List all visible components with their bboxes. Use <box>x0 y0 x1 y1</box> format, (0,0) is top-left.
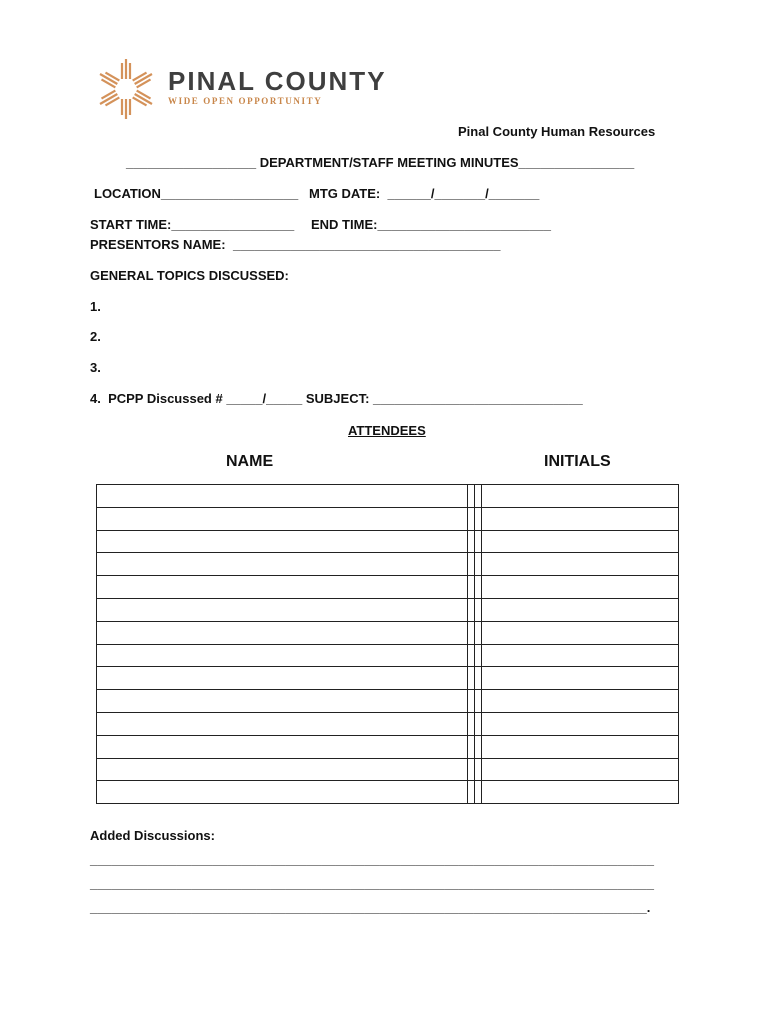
attendee-spacer-cell <box>468 781 475 804</box>
attendee-name-cell[interactable] <box>97 530 468 553</box>
attendee-spacer-cell <box>475 598 482 621</box>
attendee-initials-cell[interactable] <box>482 576 679 599</box>
attendee-spacer-cell <box>475 530 482 553</box>
attendee-initials-cell[interactable] <box>482 644 679 667</box>
attendee-name-cell[interactable] <box>97 553 468 576</box>
attendee-row <box>97 712 679 735</box>
attendee-name-cell[interactable] <box>97 781 468 804</box>
attendee-spacer-cell <box>475 621 482 644</box>
attendee-row <box>97 530 679 553</box>
added-line-3[interactable]: _____________________________________________________________________________. <box>90 900 651 915</box>
attendee-name-cell[interactable] <box>97 485 468 508</box>
attendee-row <box>97 667 679 690</box>
attendee-spacer-cell <box>475 553 482 576</box>
attendee-initials-cell[interactable] <box>482 712 679 735</box>
attendee-spacer-cell <box>475 758 482 781</box>
attendee-name-cell[interactable] <box>97 507 468 530</box>
attendee-initials-cell[interactable] <box>482 553 679 576</box>
location-field[interactable]: LOCATION___________________ <box>94 186 299 201</box>
presentors-field[interactable]: _____________________________________ <box>233 237 501 252</box>
attendee-row <box>97 621 679 644</box>
attendee-row <box>97 690 679 713</box>
attendee-name-cell[interactable] <box>97 712 468 735</box>
attendee-spacer-cell <box>468 530 475 553</box>
attendee-name-cell[interactable] <box>97 576 468 599</box>
attendees-table <box>96 484 679 804</box>
attendee-spacer-cell <box>468 690 475 713</box>
added-line-1[interactable]: ______________________________________________________________________________ <box>90 852 654 867</box>
topic-item-2[interactable]: 2. <box>90 329 101 344</box>
attendee-row <box>97 781 679 804</box>
attendee-spacer-cell <box>475 507 482 530</box>
attendee-spacer-cell <box>475 485 482 508</box>
attendee-row <box>97 735 679 758</box>
attendee-row <box>97 598 679 621</box>
attendee-row <box>97 485 679 508</box>
attendee-spacer-cell <box>468 485 475 508</box>
attendee-spacer-cell <box>468 507 475 530</box>
name-column-header: NAME <box>226 453 274 470</box>
attendee-initials-cell[interactable] <box>482 690 679 713</box>
attendee-name-cell[interactable] <box>97 690 468 713</box>
attendee-initials-cell[interactable] <box>482 758 679 781</box>
attendee-spacer-cell <box>475 667 482 690</box>
start-time-field[interactable]: START TIME:_________________ <box>90 217 295 232</box>
attendee-spacer-cell <box>468 712 475 735</box>
presentors-label: PRESENTORS NAME: <box>90 237 226 252</box>
attendee-row <box>97 644 679 667</box>
attendee-spacer-cell <box>468 598 475 621</box>
logo-name: PINAL COUNTY <box>168 66 387 96</box>
attendee-spacer-cell <box>475 712 482 735</box>
attendee-spacer-cell <box>468 667 475 690</box>
attendee-initials-cell[interactable] <box>482 485 679 508</box>
attendee-initials-cell[interactable] <box>482 735 679 758</box>
attendee-row <box>97 507 679 530</box>
attendee-spacer-cell <box>475 735 482 758</box>
topic-item-3[interactable]: 3. <box>90 360 101 375</box>
attendee-initials-cell[interactable] <box>482 507 679 530</box>
initials-column-header: INITIALS <box>544 453 611 470</box>
attendee-name-cell[interactable] <box>97 667 468 690</box>
form-title: __________________ DEPARTMENT/STAFF MEETING MINUTES________________ <box>126 155 635 170</box>
attendee-name-cell[interactable] <box>97 644 468 667</box>
topic-item-1[interactable]: 1. <box>90 299 101 314</box>
attendee-initials-cell[interactable] <box>482 621 679 644</box>
attendee-spacer-cell <box>468 576 475 599</box>
added-discussions-label: Added Discussions: <box>90 828 215 843</box>
topic-item-4[interactable]: 4. PCPP Discussed # _____/_____ SUBJECT: _____________________________ <box>90 391 583 406</box>
attendee-spacer-cell <box>468 553 475 576</box>
attendee-row <box>97 553 679 576</box>
attendee-spacer-cell <box>468 644 475 667</box>
end-time-field[interactable]: END TIME:________________________ <box>311 217 551 232</box>
added-line-2[interactable]: ______________________________________________________________________________ <box>90 876 654 891</box>
attendee-name-cell[interactable] <box>97 621 468 644</box>
attendee-spacer-cell <box>475 690 482 713</box>
meeting-date-field[interactable]: MTG DATE: ______/_______/_______ <box>309 186 540 201</box>
attendee-initials-cell[interactable] <box>482 530 679 553</box>
topics-heading: GENERAL TOPICS DISCUSSED: <box>90 268 289 283</box>
attendee-name-cell[interactable] <box>97 758 468 781</box>
attendee-spacer-cell <box>475 576 482 599</box>
attendee-initials-cell[interactable] <box>482 667 679 690</box>
attendee-spacer-cell <box>468 621 475 644</box>
attendees-heading: ATTENDEES <box>348 423 426 438</box>
attendee-spacer-cell <box>475 781 482 804</box>
attendee-spacer-cell <box>475 644 482 667</box>
sunburst-icon <box>92 56 160 122</box>
attendee-initials-cell[interactable] <box>482 598 679 621</box>
logo-tagline: WIDE OPEN OPPORTUNITY <box>168 96 323 106</box>
attendee-name-cell[interactable] <box>97 735 468 758</box>
attendee-spacer-cell <box>468 735 475 758</box>
attendee-initials-cell[interactable] <box>482 781 679 804</box>
pinal-county-logo <box>92 56 412 122</box>
attendee-row <box>97 576 679 599</box>
attendee-spacer-cell <box>468 758 475 781</box>
attendee-row <box>97 758 679 781</box>
attendee-name-cell[interactable] <box>97 598 468 621</box>
org-name: Pinal County Human Resources <box>458 124 656 139</box>
